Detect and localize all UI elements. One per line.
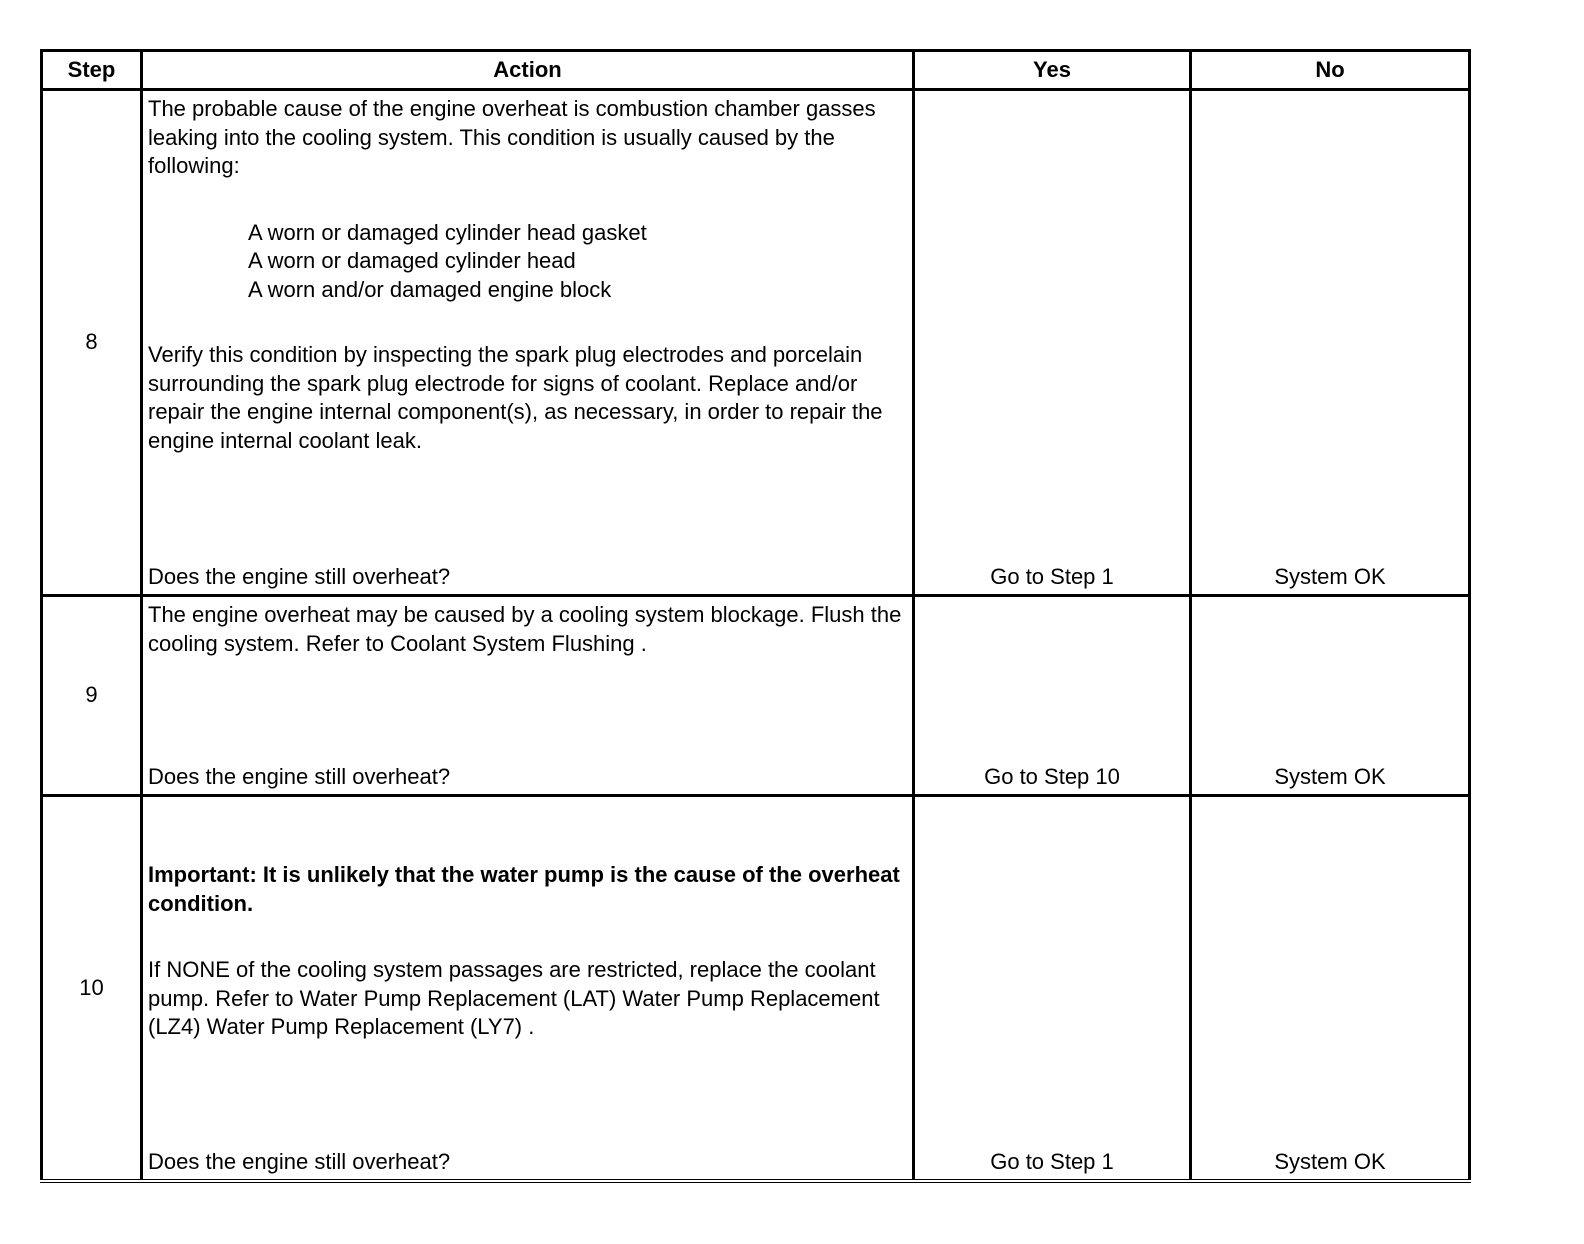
no-result: System OK bbox=[1191, 90, 1470, 596]
action-question: Does the engine still overheat? bbox=[148, 763, 451, 789]
yes-result: Go to Step 1 bbox=[914, 796, 1191, 1182]
header-step: Step bbox=[42, 51, 142, 90]
header-no: No bbox=[1191, 51, 1470, 90]
no-result: System OK bbox=[1191, 796, 1470, 1182]
action-instructions: Verify this condition by inspecting the spark plug electrodes and porcelain surrounding the spark plug electrode for signs of coolant. Replace and/or repair the engine internal component(s), as necessary, in order to repair the engine internal coolant leak. bbox=[148, 342, 883, 453]
header-yes: Yes bbox=[914, 51, 1191, 90]
yes-result: Go to Step 10 bbox=[914, 596, 1191, 796]
yes-result: Go to Step 1 bbox=[914, 90, 1191, 596]
action-cell bbox=[142, 596, 914, 796]
action-intro: The probable cause of the engine overheat is combustion chamber gasses leaking into the cooling system. This condition is usually caused by the following: bbox=[148, 96, 876, 178]
step-number: 10 bbox=[42, 796, 142, 1182]
header-row bbox=[42, 51, 1470, 90]
step-number: 9 bbox=[42, 596, 142, 796]
table-row bbox=[42, 796, 1470, 1182]
list-item: A worn and/or damaged engine block bbox=[248, 276, 612, 302]
important-note: Important: It is unlikely that the water pump is the cause of the overheat condition. bbox=[148, 862, 900, 916]
cause-list bbox=[148, 219, 908, 305]
action-instructions: If NONE of the cooling system passages are restricted, replace the coolant pump. Refer to Water Pump Replacement (LAT) Water Pump Replacement (LZ4) Water Pump Replacement (LY7) . bbox=[148, 957, 880, 1039]
table-row bbox=[42, 596, 1470, 796]
no-result: System OK bbox=[1191, 596, 1470, 796]
step-number: 8 bbox=[42, 90, 142, 596]
action-cell bbox=[142, 796, 914, 1182]
action-cell bbox=[142, 90, 914, 596]
list-item: A worn or damaged cylinder head gasket bbox=[248, 219, 647, 245]
table-row bbox=[42, 90, 1470, 596]
header-action: Action bbox=[142, 51, 914, 90]
action-question: Does the engine still overheat? bbox=[148, 563, 451, 589]
list-item: A worn or damaged cylinder head bbox=[248, 248, 576, 273]
diagnostic-table bbox=[40, 49, 1471, 1183]
action-intro: The engine overheat may be caused by a cooling system blockage. Flush the cooling system. Refer to Coolant System Flushing . bbox=[148, 602, 902, 656]
action-question: Does the engine still overheat? bbox=[148, 1148, 451, 1174]
